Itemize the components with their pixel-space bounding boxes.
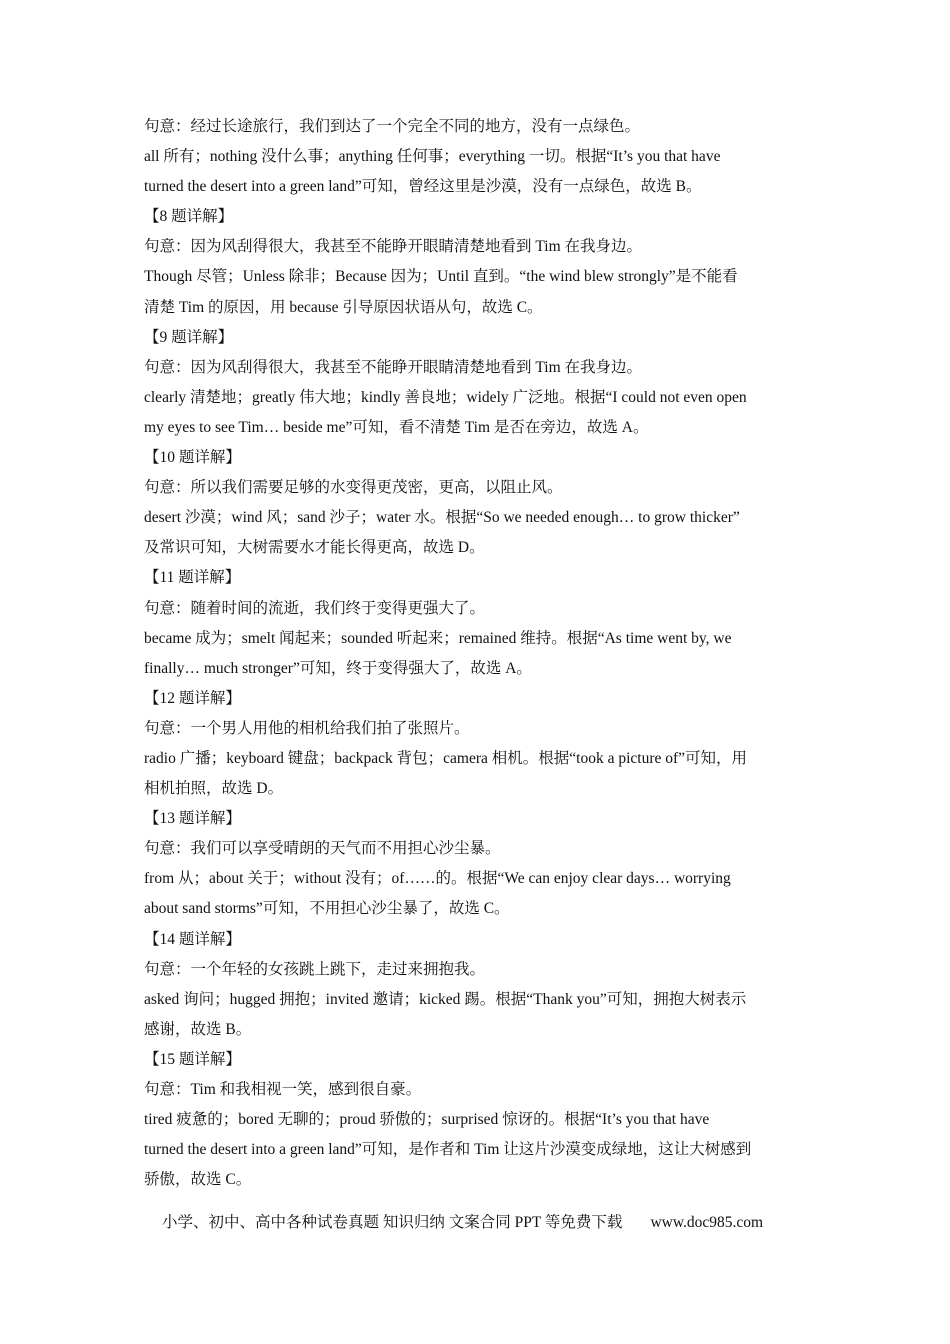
- text-line: 句意：因为风刮得很大，我甚至不能睁开眼睛清楚地看到 Tim 在我身边。: [144, 358, 643, 376]
- text-line: 句意：经过长途旅行，我们到达了一个完全不同的地方，没有一点绿色。: [144, 118, 641, 135]
- text-line: 句意：一个男人用他的相机给我们拍了张照片。: [144, 719, 470, 737]
- text-line: desert 沙漠；wind 风；sand 沙子；water 水。根据“So we needed enough… to grow thicker”: [144, 509, 740, 527]
- text-line: 感谢，故选 B。: [144, 1020, 252, 1038]
- section-heading: 【9 题详解】: [144, 328, 234, 346]
- text-line: about sand storms”可知，不用担心沙尘暴了，故选 C。: [144, 900, 510, 918]
- text-line: 句意：所以我们需要足够的水变得更茂密，更高，以阻止风。: [144, 479, 563, 497]
- footer-text: 小学、初中、高中各种试卷真题 知识归纳 文案合同 PPT 等免费下载: [162, 1214, 623, 1231]
- text-line: radio 广播；keyboard 键盘；backpack 背包；camera 相机。根据“took a picture of”可知，用: [144, 749, 748, 767]
- section-heading: 【15 题详解】: [144, 1050, 241, 1068]
- text-line: 句意：随着时间的流逝，我们终于变得更强大了。: [144, 599, 486, 617]
- text-line: 句意：一个年轻的女孩跳上跳下，走过来拥抱我。: [144, 960, 486, 978]
- text-line: 句意：因为风刮得很大，我甚至不能睁开眼睛清楚地看到 Tim 在我身边。: [144, 238, 643, 256]
- section-heading: 【14 题详解】: [144, 930, 241, 948]
- section-heading: 【8 题详解】: [144, 208, 234, 226]
- section-heading: 【11 题详解】: [144, 569, 241, 587]
- text-line: 句意：Tim 和我相视一笑，感到很自豪。: [144, 1081, 422, 1098]
- footer-site-link[interactable]: www.doc985.com: [650, 1214, 764, 1231]
- text-line: all 所有；nothing 没什么事；anything 任何事；everything 一切。根据“It’s you that have: [144, 148, 721, 166]
- section-heading: 【13 题详解】: [144, 810, 241, 828]
- text-line: turned the desert into a green land”可知，曾经这里是沙漠，没有一点绿色，故选 B。: [144, 178, 702, 196]
- text-line: asked 询问；hugged 拥抱；invited 邀请；kicked 踢。根据“Thank you”可知，拥抱大树表示: [144, 990, 747, 1008]
- section-heading: 【12 题详解】: [144, 689, 241, 707]
- text-line: 相机拍照，故选 D。: [144, 780, 284, 798]
- document-body: [144, 112, 808, 1195]
- section-heading: 【10 题详解】: [144, 449, 241, 467]
- text-line: finally… much stronger”可知，终于变得强大了，故选 A。: [144, 659, 532, 677]
- text-line: tired 疲惫的；bored 无聊的；proud 骄傲的；surprised 惊讶的。根据“It’s you that have: [144, 1111, 710, 1129]
- text-line: Though 尽管；Unless 除非；Because 因为；Until 直到。“the wind blew strongly”是不能看: [144, 268, 738, 286]
- text-line: 及常识可知，大树需要水才能长得更高，故选 D。: [144, 539, 485, 557]
- text-line: 骄傲，故选 C。: [144, 1171, 252, 1189]
- text-line: 清楚 Tim 的原因，用 because 引导原因状语从句，故选 C。: [144, 298, 543, 316]
- page-footer: [162, 1210, 802, 1236]
- text-line: turned the desert into a green land”可知，是作者和 Tim 让这片沙漠变成绿地，这让大树感到: [144, 1141, 752, 1159]
- text-line: 句意：我们可以享受晴朗的天气而不用担心沙尘暴。: [144, 840, 501, 858]
- text-line: my eyes to see Tim… beside me”可知，看不清楚 Tim 是否在旁边，故选 A。: [144, 418, 649, 436]
- text-line: clearly 清楚地；greatly 伟大地；kindly 善良地；widely 广泛地。根据“I could not even open: [144, 388, 747, 406]
- text-line: became 成为；smelt 闻起来；sounded 听起来；remained 维持。根据“As time went by, we: [144, 629, 732, 647]
- text-line: from 从；about 关于；without 没有；of……的。根据“We can enjoy clear days… worrying: [144, 870, 731, 888]
